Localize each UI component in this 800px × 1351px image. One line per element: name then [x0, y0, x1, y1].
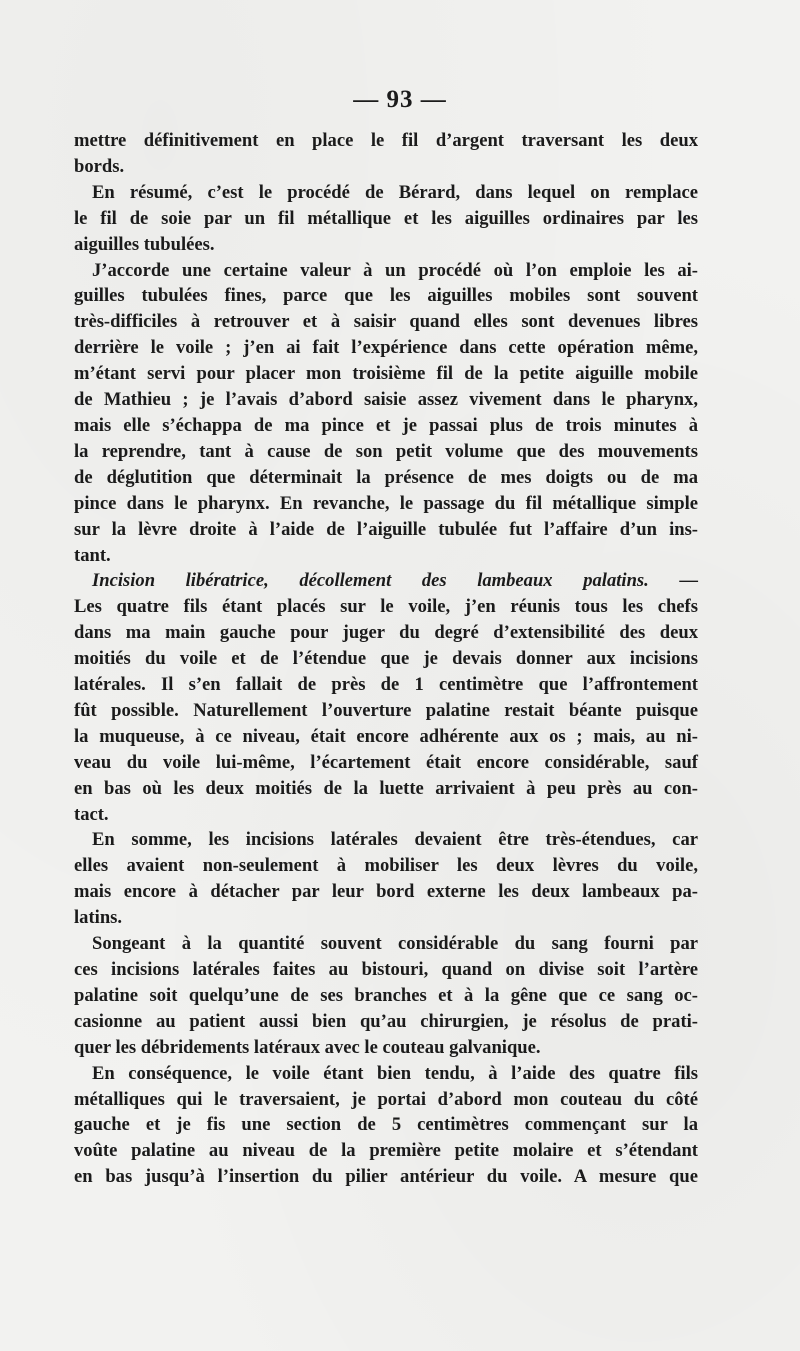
page-number: — 93 —	[353, 86, 447, 113]
text-line: mais encore à détacher par leur bord externe les deux lambeaux pa-	[74, 881, 698, 903]
text-line: En résumé, c’est le procédé de Bérard, dans lequel on remplace	[92, 181, 698, 203]
text-line: guilles tubulées fines, parce que les aiguilles mobiles sont souvent	[74, 285, 698, 307]
text-line: aiguilles tubulées.	[74, 233, 215, 255]
text-line: elles avaient non-seulement à mobiliser les deux lèvres du voile,	[74, 855, 698, 877]
section-heading-line	[74, 568, 698, 594]
text-line: palatine soit quelqu’une de ses branches et à la gêne que ce sang oc-	[74, 984, 698, 1006]
text-line: Les quatre fils étant placés sur le voile, j’en réunis tous les chefs	[74, 596, 698, 618]
text-line: gauche et je fis une section de 5 centimètres commençant sur la	[74, 1114, 698, 1136]
paragraph-6	[74, 931, 698, 1061]
text-line: pince dans le pharynx. En revanche, le passage du fil métallique simple	[74, 492, 698, 514]
text-line: sur la lèvre droite à l’aide de l’aiguille tubulée fut l’affaire d’un ins-	[74, 518, 698, 540]
text-line: Songeant à la quantité souvent considérable du sang fourni par	[92, 933, 698, 955]
paragraph-3	[74, 258, 698, 569]
text-line: ces incisions latérales faites au bistouri, quand on divise soit l’artère	[74, 959, 698, 980]
section-heading: Incision libératrice, décollement des lambeaux palatins.	[92, 570, 649, 592]
text-line: quer les débridements latéraux avec le couteau galvanique.	[74, 1036, 541, 1058]
text-line: En somme, les incisions latérales devaient être très-étendues, car	[92, 829, 698, 851]
body-text	[74, 128, 698, 1190]
text-line: En conséquence, le voile étant bien tendu, à l’aide des quatre fils	[92, 1062, 698, 1084]
text-line: veau du voile lui-même, l’écartement était encore considérable, sauf	[74, 751, 698, 773]
text-line: le fil de soie par un fil métallique et les aiguilles ordinaires par les	[74, 207, 698, 229]
text-line: m’étant servi pour placer mon troisième fil de la petite aiguille mobile	[74, 363, 698, 385]
text-line: casionne au patient aussi bien qu’au chirurgien, je résolus de prati-	[74, 1010, 698, 1032]
paragraph-5	[74, 827, 698, 931]
text-line: voûte palatine au niveau de la première petite molaire et s’étendant	[74, 1140, 698, 1162]
text-line: de Mathieu ; je l’avais d’abord saisie assez vivement dans le pharynx,	[74, 389, 698, 411]
paragraph-2	[74, 180, 698, 258]
text-line: J’accorde une certaine valeur à un procédé où l’on emploie les ai-	[92, 259, 698, 281]
text-line: fût possible. Naturellement l’ouverture palatine restait béante puisque	[74, 699, 698, 721]
text-line: tact.	[74, 803, 109, 825]
heading-dash: —	[679, 570, 698, 592]
text-line: tant.	[74, 544, 111, 566]
text-line: moitiés du voile et de l’étendue que je devais donner aux incisions	[74, 648, 698, 670]
text-line: métalliques qui le traversaient, je portai d’abord mon couteau du côté	[74, 1088, 698, 1110]
paragraph-1	[74, 128, 698, 180]
text-line: latins.	[74, 907, 123, 929]
text-line: en bas jusqu’à l’insertion du pilier antérieur du voile. A mesure que	[74, 1166, 698, 1188]
paragraph-7	[74, 1061, 698, 1191]
text-line: la muqueuse, à ce niveau, était encore adhérente aux os ; mais, au ni-	[74, 725, 698, 747]
text-line: mettre définitivement en place le fil d’argent traversant les deux	[74, 130, 698, 151]
text-line: bords.	[74, 155, 125, 177]
text-line: latérales. Il s’en fallait de près de 1 centimètre que l’affrontement	[74, 674, 698, 696]
text-line: très-difficiles à retrouver et à saisir quand elles sont devenues libres	[74, 311, 698, 333]
text-line: dans ma main gauche pour juger du degré d’extensibilité des deux	[74, 622, 698, 644]
text-line: mais elle s’échappa de ma pince et je passai plus de trois minutes à	[74, 414, 698, 436]
paragraph-4	[74, 568, 698, 827]
text-line: derrière le voile ; j’en ai fait l’expérience dans cette opération même,	[74, 337, 698, 359]
text-line: de déglutition que déterminait la présence de mes doigts ou de ma	[74, 466, 698, 488]
text-line: la reprendre, tant à cause de son petit volume que des mouvements	[74, 440, 698, 462]
text-line: en bas où les deux moitiés de la luette arrivaient à peu près au con-	[74, 777, 698, 799]
